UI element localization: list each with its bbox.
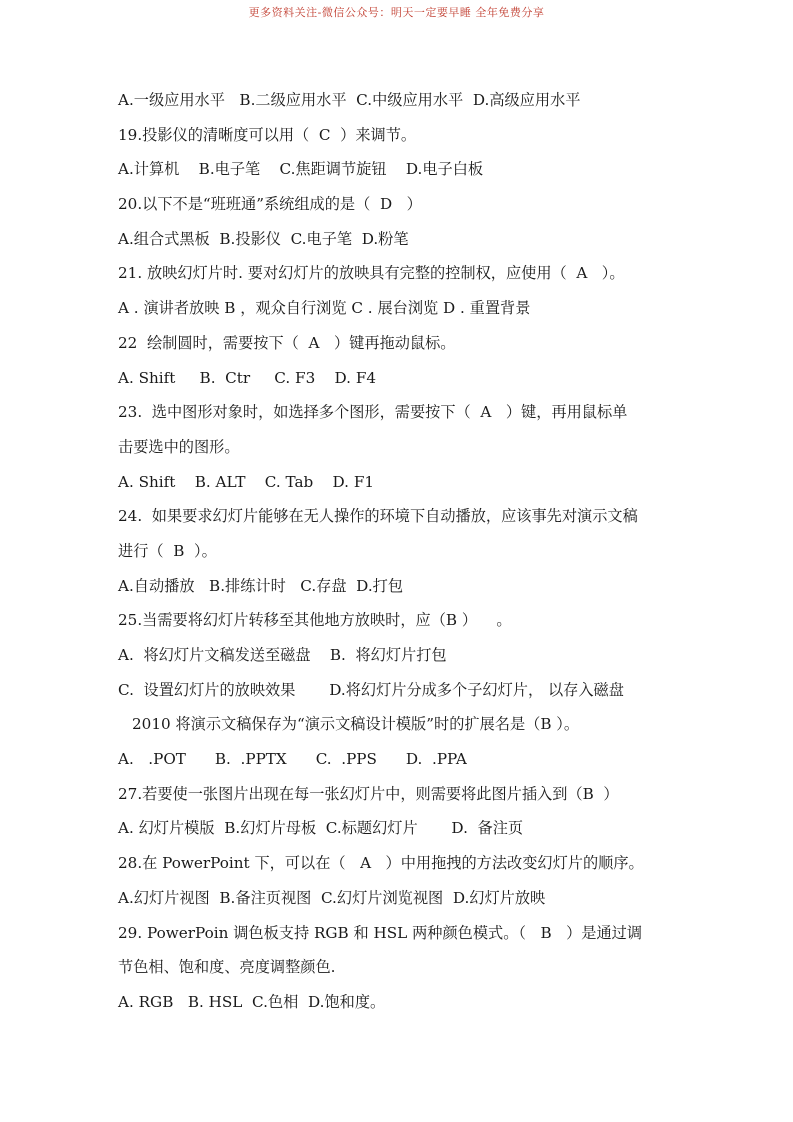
text-line: 24. 如果要求幻灯片能够在无人操作的环境下自动播放，应该事先对演示文稿 — [118, 507, 638, 526]
text-line: 2010 将演示文稿保存为“演示文稿设计模版”时的扩展名是（B ）。 — [132, 715, 580, 734]
text-line: 击要选中的图形。 — [118, 437, 240, 456]
text-line: 23. 选中图形对象时，如选择多个图形，需要按下（ A ）键，再用鼠标单 — [118, 403, 628, 422]
text-line: A.计算机 B.电子笔 C.焦距调节旋钮 D.电子白板 — [118, 160, 484, 179]
text-line: A. .POT B. .PPTX C. .PPS D. .PPA — [118, 750, 467, 769]
text-line: A.幻灯片视图 B.备注页视图 C.幻灯片浏览视图 D.幻灯片放映 — [118, 888, 546, 907]
text-line: 节色相、饱和度、亮度调整颜色. — [118, 958, 336, 977]
text-line: 25.当需要将幻灯片转移至其他地方放映时，应（B ） 。 — [118, 611, 512, 630]
text-line: 21. 放映幻灯片时. 要对幻灯片的放映具有完整的控制权，应使用（ A ）。 — [118, 264, 625, 283]
text-line: A . 演讲者放映 B ，观众自行浏览 C . 展台浏览 D . 重置背景 — [118, 299, 531, 318]
text-line: A. 幻灯片模版 B.幻灯片母板 C.标题幻灯片 D. 备注页 — [118, 819, 524, 838]
text-line: 28.在 PowerPoint 下，可以在（ A ）中用拖拽的方法改变幻灯片的顺序。 — [118, 854, 644, 873]
text-line: A.一级应用水平 B.二级应用水平 C.中级应用水平 D.高级应用水平 — [118, 91, 581, 109]
text-line: A. RGB B. HSL C.色相 D.饱和度。 — [118, 992, 386, 1011]
text-line: 19.投影仪的清晰度可以用（ C ）来调节。 — [118, 125, 417, 144]
text-line: A.自动播放 B.排练计时 C.存盘 D.打包 — [118, 576, 404, 595]
text-line: 29. PowerPoin 调色板支持 RGB 和 HSL 两种颜色模式。（ B ）是通过调 — [118, 923, 643, 942]
text-line: A.组合式黑板 B.投影仪 C.电子笔 D.粉笔 — [118, 229, 409, 248]
text-line: A. Shift B. Ctr C. F3 D. F4 — [118, 368, 377, 387]
text-line: A. Shift B. ALT C. Tab D. F1 — [118, 472, 375, 491]
text-line: 20.以下不是“班班通”系统组成的是（ D ） — [118, 195, 422, 214]
text-line: 进行（ B ）。 — [118, 541, 217, 560]
top-banner: 更多资料关注-微信公众号：明天一定要早睡 全年免费分享 — [248, 6, 545, 19]
text-line: A. 将幻灯片文稿发送至磁盘 B. 将幻灯片打包 — [118, 646, 447, 664]
text-line: 22 绘制圆时，需要按下（ A ）键再拖动鼠标。 — [118, 333, 456, 352]
text-line: C. 设置幻灯片的放映效果 D.将幻灯片分成多个子幻灯片， 以存入磁盘 — [118, 680, 624, 699]
question-list — [118, 86, 678, 1023]
text-line: 27.若要使一张图片出现在每一张幻灯片中，则需要将此图片插入到（B ） — [118, 784, 619, 803]
